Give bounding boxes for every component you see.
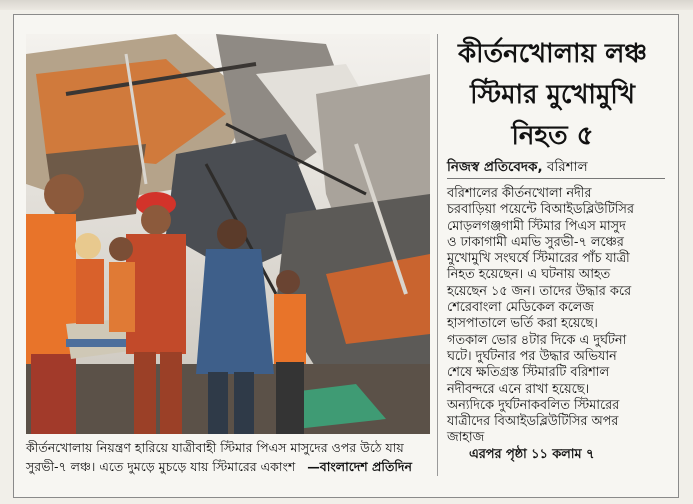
body-line: শেরেবাংলা মেডিকেল কলেজ bbox=[447, 300, 594, 316]
caption-line-1: কীর্তনখোলায় নিয়ন্ত্রণ হারিয়ে যাত্রীবাহী স্টিমার পিএস মাসুদের ওপর উঠে যায় bbox=[26, 440, 404, 455]
body-line: বরিশালের কীর্তনখোলা নদীর bbox=[447, 186, 592, 201]
body-line: ও ঢাকাগামী এমভি সুরভী-৭ লঞ্চের bbox=[447, 234, 624, 250]
article-body bbox=[447, 186, 665, 463]
byline-rule bbox=[447, 178, 665, 179]
body-line: মোড়লগঞ্জগামী স্টিমার পিএস মাসুদ bbox=[447, 218, 626, 234]
body-last-line bbox=[447, 430, 665, 463]
body-line: শেষে ক্ষতিগ্রস্ত স্টিমারটি বরিশাল bbox=[447, 365, 609, 381]
body-last-word: জাহাজ bbox=[447, 430, 485, 446]
continuation-link[interactable]: এরপর পৃষ্ঠা ১১ কলাম ৭ bbox=[469, 446, 595, 462]
body-line: যাত্রীদের বিআইডব্লিউটিসির অপর bbox=[447, 414, 619, 430]
byline bbox=[447, 156, 667, 179]
byline-reporter: নিজস্ব প্রতিবেদক, bbox=[447, 159, 543, 175]
body-line: হাসপাতালে ভর্তি করা হয়েছে। bbox=[447, 316, 598, 332]
headline-line-2: স্টিমার মুখোমুখি bbox=[470, 80, 635, 110]
body-line: নদীবন্দরে এনে রাখা হয়েছে। bbox=[447, 381, 590, 397]
headline bbox=[440, 34, 665, 157]
caption-line-2-text: সুরভী-৭ লঞ্চ। এতে দুমড়ে মুচড়ে যায় স্টিমারের একাংশ bbox=[26, 459, 296, 474]
body-line: নিহত হয়েছেন। এ ঘটনায় আহত bbox=[447, 267, 611, 283]
headline-line-1: কীর্তনখোলায় লঞ্চ bbox=[457, 39, 648, 69]
column-divider bbox=[437, 34, 438, 476]
wreckage-photo-illustration bbox=[26, 34, 430, 434]
byline-place: বরিশাল bbox=[542, 159, 588, 175]
caption-line-2 bbox=[26, 457, 432, 476]
photo-caption bbox=[26, 438, 432, 476]
body-line: মুখোমুখি সংঘর্ষে স্টিমারের পাঁচ যাত্রী bbox=[447, 251, 630, 267]
body-line: গতকাল ভোর ৪টার দিকে এ দুর্ঘটনা bbox=[447, 332, 627, 348]
previous-article-strip bbox=[0, 0, 693, 10]
body-line: ঘটে। দুর্ঘটনার পর উদ্ধার অভিযান bbox=[447, 348, 617, 364]
body-line: চরবাড়িয়া পয়েন্টে বিআইডব্লিউটিসির bbox=[447, 202, 634, 218]
body-line: হয়েছেন ১৫ জন। তাদের উদ্ধার করে bbox=[447, 283, 632, 299]
photo-credit: —বাংলাদেশ প্রতিদিন bbox=[307, 459, 412, 474]
news-photo bbox=[26, 34, 430, 434]
body-line: অন্যদিকে দুর্ঘটনাকবলিত স্টিমারের bbox=[447, 397, 620, 413]
headline-line-3: নিহত ৫ bbox=[511, 121, 594, 151]
